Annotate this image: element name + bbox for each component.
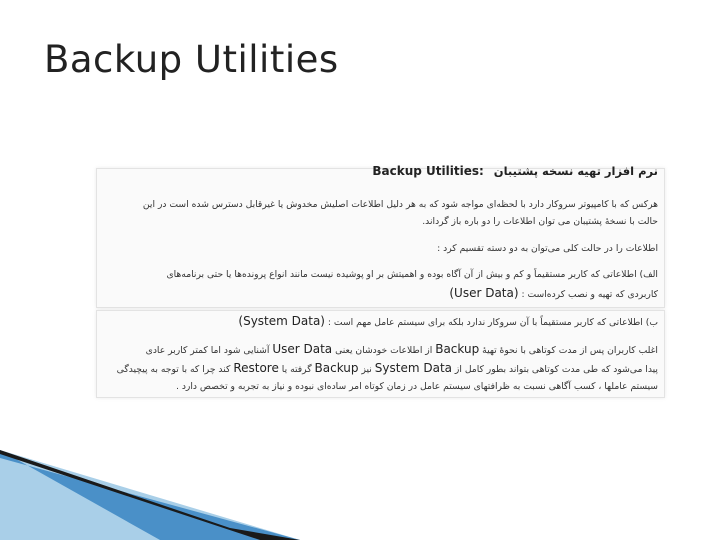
paragraph-3-line-2 [105,361,658,377]
p3-l2-restore: Restore [233,361,279,375]
p3-l2-text-e: گرفته یا [281,364,312,375]
p3-l2-backup: Backup [314,361,359,375]
text-panel-top [96,164,665,308]
paragraph-1-line-2: حالت با نسخهٔ پشتیبان می توان اطلاعات را دو باره باز گرداند. [422,216,658,227]
panel-heading [105,163,658,179]
item-a-line-1: الف) اطلاعاتی که کاربر مستقیماً و کم و بیش از آن آگاه بوده و اهمیتش بر او پوشیده نیست مانند انواع پرونده‌ها یا حتی برنامه‌های [166,269,658,280]
paragraph-3-line-3: سیستم عاملها ، کسب آگاهی نسبت به ظرافتهای سیستم عامل در زمان کوتاه امر ساده‌ای نبوده و نیاز به تجربه و تخصص دارد . [175,381,658,392]
p3-l1-text-e: آشنایی شود اما کمتر کاربر عادی [145,345,270,356]
decorative-swoosh [0,450,720,540]
paragraph-1-line-1: هرکس که با کامپیوتر سروکار دارد با لحظه‌ای مواجه شود که به هر دلیل اطلاعات اصلیش مخدوش یا غیرقابل دسترس شده است در این [142,199,658,210]
heading-farsi: نرم افزار تهیه نسخه پشتیبان [493,164,658,178]
item-b-farsi: ب) اطلاعاتی که کاربر مستقیماً با آن سروکار ندارد بلکه برای سیستم عامل مهم است : [327,317,658,328]
item-a-line-2 [105,286,658,302]
p3-l1-user-data: User Data [272,342,333,356]
item-a-line-2-farsi: کاربردی که تهیه و نصب کرده‌است : [521,289,658,300]
p3-l1-text-a: اغلب کاربران پس از مدت کوتاهی با نحوهٔ تهیهٔ [482,345,658,356]
p3-l2-text-g: کند چرا که با توجه به پیچیدگی [116,364,231,375]
heading-english: Backup Utilities: [372,164,484,178]
slide-title: Backup Utilities [44,38,339,81]
item-b-line [105,314,658,330]
user-data-label: (User Data) [449,286,519,300]
p3-l1-text-c: از اطلاعات خودشان یعنی [335,345,433,356]
paragraph-3-line-1 [105,342,658,358]
p3-l1-backup: Backup [435,342,480,356]
p3-l2-text-a: پیدا می‌شود که طی مدت کوتاهی بتواند بطور کامل از [454,364,658,375]
paragraph-2: اطلاعات را در حالت کلی می‌توان به دو دسته تقسیم کرد : [437,243,658,254]
p3-l2-system-data: System Data [374,361,452,375]
system-data-label: (System Data) [238,314,325,328]
p3-l2-text-c: نیز [361,364,372,375]
text-panel-bottom [96,310,665,398]
